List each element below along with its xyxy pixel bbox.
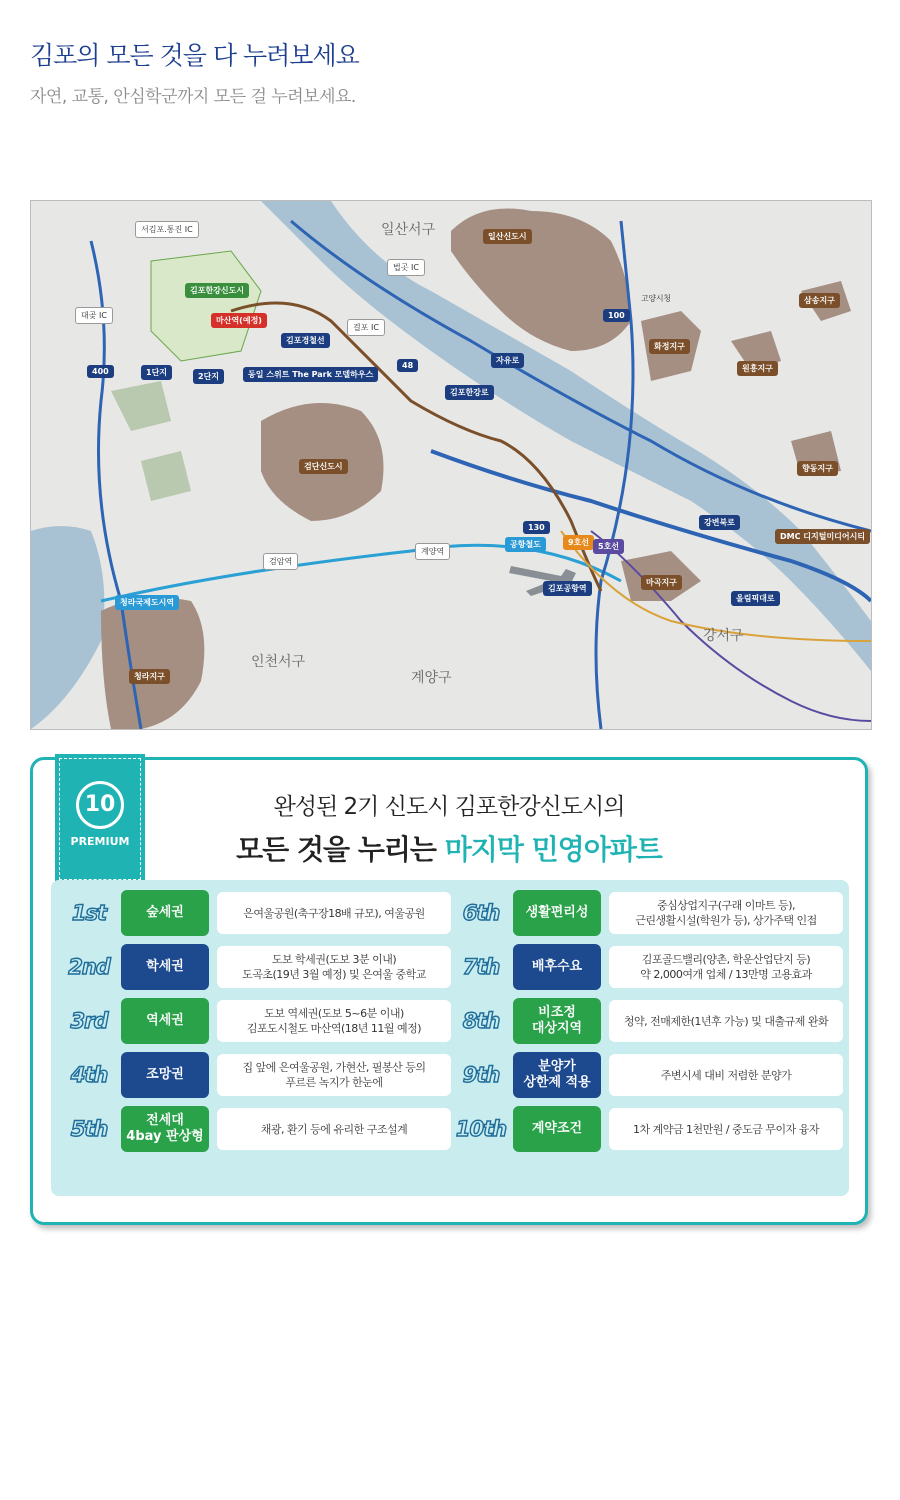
premium-item-10: [449, 1106, 843, 1152]
rank-label: 7th: [462, 955, 500, 979]
road-gimpo-hanganro: 김포한강로: [445, 385, 494, 400]
ic-beopgot: 법곳 IC: [387, 259, 425, 276]
road-gangbyeonbukro: 강변북로: [699, 515, 740, 530]
category-badge: 조망권: [121, 1052, 209, 1098]
zone-geomdan: 검단신도시: [299, 459, 348, 474]
premium-item-1: [57, 890, 451, 936]
panel-headline-1: 완성된 2기 신도시 김포한강신도시의: [273, 794, 625, 820]
tag-gimpo-line: 김포경철선: [281, 333, 330, 348]
premium-item-3: [57, 998, 451, 1044]
item-description: 청약, 전매제한(1년후 가능) 및 대출규제 완화: [609, 1000, 843, 1042]
rank-label: 8th: [462, 1009, 500, 1033]
item-description: 도보 학세권(도보 3분 이내) 도곡초(19년 3월 예정) 및 은여울 중학교: [217, 946, 451, 988]
panel-headline-2: [33, 828, 865, 868]
station-geomam: 검암역: [263, 553, 298, 570]
zone-ilsan: 일산신도시: [483, 229, 532, 244]
line-airport-rail: 공항철도: [505, 537, 546, 552]
west-sea: [31, 526, 104, 729]
ic-geolpo: 걸포 IC: [347, 319, 385, 336]
premium-item-2: [57, 944, 451, 990]
tag-complex-1: 1단지: [141, 365, 172, 380]
label-goyang-cityhall: 고양시청: [641, 294, 671, 303]
item-description: 은여울공원(축구장18배 규모), 여울공원: [217, 892, 451, 934]
premium-item-7: [449, 944, 843, 990]
ic-daegot: 대곶 IC: [75, 307, 113, 324]
tag-complex-2: 2단지: [193, 369, 224, 384]
page-title: 김포의 모든 것을 다 누려보세요: [30, 41, 359, 70]
zone-hwajeong: 화정지구: [649, 339, 690, 354]
category-badge: 계약조건: [513, 1106, 601, 1152]
ic-seogimpo: 서김포.통진 IC: [135, 221, 199, 238]
tag-model-house: 동일 스위트 The Park 모델하우스: [243, 367, 378, 382]
tag-hangang-newtown: 김포한강신도시: [185, 283, 249, 298]
headline-highlight: 마지막 민영아파트: [444, 833, 662, 866]
map-graphics: [31, 201, 871, 729]
rank-label: 4th: [70, 1063, 108, 1087]
premium-item-4: [57, 1052, 451, 1098]
premium-item-5: [57, 1106, 451, 1152]
premium-item-6: [449, 890, 843, 936]
page-subtitle: 자연, 교통, 안심학군까지 모든 걸 누려보세요.: [30, 87, 356, 107]
district-incheonseogu: 인천서구: [251, 654, 306, 670]
location-map: [30, 200, 872, 730]
road-jayuro: 자유로: [491, 353, 524, 368]
zone-cheongna: 청라지구: [129, 669, 170, 684]
zone-dmc: DMC 디지털미디어시티: [775, 529, 870, 544]
category-badge: 생활편리성: [513, 890, 601, 936]
zone-samsong: 삼송지구: [799, 293, 840, 308]
category-badge: 비조정 대상지역: [513, 998, 601, 1044]
station-masan: 마산역(예정): [211, 313, 267, 328]
premium-panel: [30, 757, 868, 1225]
item-description: 주변시세 대비 저렴한 분양가: [609, 1054, 843, 1096]
item-description: 김포골드밸리(양촌, 학운산업단지 등) 약 2,000여개 업체 / 13만명 고용효과: [609, 946, 843, 988]
badge-label: PREMIUM: [70, 835, 130, 848]
item-description: 도보 역세권(도보 5~6분 이내) 김포도시철도 마산역(18년 11월 예정): [217, 1000, 451, 1042]
station-gyeyang: 계양역: [415, 543, 450, 560]
district-ilsanseogu: 일산서구: [381, 222, 436, 238]
rank-label: 1st: [71, 901, 107, 925]
green-area-2: [141, 451, 191, 501]
rank-label: 10th: [455, 1117, 507, 1141]
rank-label: 5th: [70, 1117, 108, 1141]
rank-label: 2nd: [68, 955, 110, 979]
badge-number: 10: [76, 781, 124, 829]
rank-label: 3rd: [70, 1009, 108, 1033]
zone-hyangdong: 향동지구: [797, 461, 838, 476]
category-badge: 숲세권: [121, 890, 209, 936]
category-badge: 배후수요: [513, 944, 601, 990]
line-9-label: 9호선: [563, 535, 594, 550]
route-100-badge: 100: [603, 309, 630, 322]
line-5-label: 5호선: [593, 539, 624, 554]
road-olympic: 올림픽대로: [731, 591, 780, 606]
category-badge: 전세대 4bay 판상형: [121, 1106, 209, 1152]
rank-label: 9th: [462, 1063, 500, 1087]
item-description: 채광, 환기 등에 유리한 구조설계: [217, 1108, 451, 1150]
category-badge: 역세권: [121, 998, 209, 1044]
cheongna-zone: [101, 598, 204, 729]
green-area-1: [111, 381, 171, 431]
premium-grid: [51, 880, 849, 1196]
route-48-badge: 48: [397, 359, 418, 372]
item-description: 1차 계약금 1천만원 / 중도금 무이자 융자: [609, 1108, 843, 1150]
route-130-badge: 130: [523, 521, 550, 534]
category-badge: 학세권: [121, 944, 209, 990]
category-badge: 분양가 상한제 적용: [513, 1052, 601, 1098]
premium-item-8: [449, 998, 843, 1044]
station-gimpo-airport: 김포공항역: [543, 581, 592, 596]
station-cheongna: 청라국제도시역: [115, 595, 179, 610]
premium-item-9: [449, 1052, 843, 1098]
headline-plain: 모든 것을 누리는: [236, 833, 445, 866]
district-gangseogu: 강서구: [703, 628, 744, 644]
district-gyeyanggu: 계양구: [411, 670, 452, 686]
item-description: 집 앞에 은여울공원, 가현산, 필봉산 등의 푸르른 녹지가 한눈에: [217, 1054, 451, 1096]
zone-magok: 마곡지구: [641, 575, 682, 590]
zone-wonheung: 원흥지구: [737, 361, 778, 376]
rank-label: 6th: [462, 901, 500, 925]
item-description: 중심상업지구(구래 이마트 등), 근린생활시설(학원가 등), 상가주택 인접: [609, 892, 843, 934]
route-400-badge: 400: [87, 365, 114, 378]
page-header: [30, 30, 359, 107]
